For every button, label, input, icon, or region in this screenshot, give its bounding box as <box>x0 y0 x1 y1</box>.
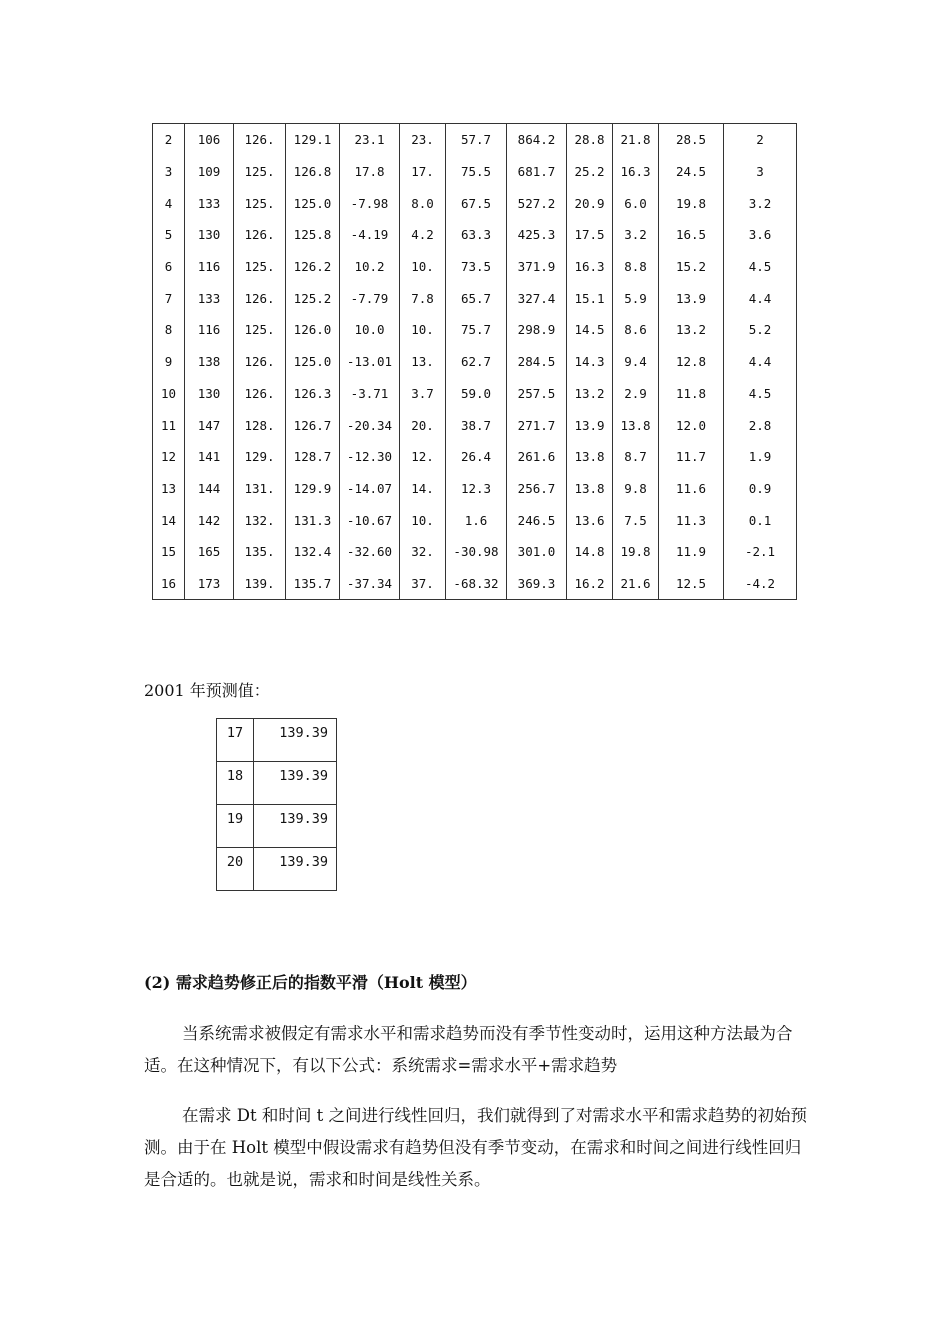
table-cell: 126. <box>234 124 286 156</box>
table-cell: 65.7 <box>446 282 507 314</box>
table-cell: 106 <box>185 124 234 156</box>
table-cell: 16.3 <box>567 251 613 283</box>
table-cell: 15 <box>153 536 185 568</box>
table-cell: 425.3 <box>507 219 567 251</box>
table-cell: 14.3 <box>567 346 613 378</box>
table-row <box>153 251 797 283</box>
table-cell: 125.8 <box>286 219 340 251</box>
table-cell: 271.7 <box>507 409 567 441</box>
table-cell: 10.2 <box>340 251 400 283</box>
table-cell: 165 <box>185 536 234 568</box>
table-cell: 15.2 <box>659 251 724 283</box>
table-cell: 26.4 <box>446 441 507 473</box>
table-cell: 147 <box>185 409 234 441</box>
table-cell: 3 <box>153 156 185 188</box>
table-cell: 7.8 <box>400 282 446 314</box>
table-cell: 16.5 <box>659 219 724 251</box>
table-cell: 17.5 <box>567 219 613 251</box>
table-cell: 2 <box>153 124 185 156</box>
forecast-row <box>217 848 337 891</box>
table-cell: 3.6 <box>724 219 797 251</box>
table-cell: 17.8 <box>340 156 400 188</box>
forecast-value: 139.39 <box>254 848 337 891</box>
table-cell: 4.5 <box>724 378 797 410</box>
table-cell: 3 <box>724 156 797 188</box>
table-row <box>153 473 797 505</box>
table-cell: 126. <box>234 282 286 314</box>
table-cell: 131. <box>234 473 286 505</box>
forecast-period: 20 <box>217 848 254 891</box>
table-cell: 12.3 <box>446 473 507 505</box>
forecast-period: 18 <box>217 762 254 805</box>
table-cell: 126.7 <box>286 409 340 441</box>
table-cell: 1.9 <box>724 441 797 473</box>
table-cell: 126. <box>234 346 286 378</box>
table-cell: 129. <box>234 441 286 473</box>
table-cell: 11.8 <box>659 378 724 410</box>
table-row <box>153 156 797 188</box>
table-row <box>153 282 797 314</box>
table-cell: 32. <box>400 536 446 568</box>
table-cell: 13.9 <box>567 409 613 441</box>
table-cell: 10.0 <box>340 314 400 346</box>
table-cell: 130 <box>185 219 234 251</box>
forecast-row <box>217 719 337 762</box>
table-cell: 4.4 <box>724 346 797 378</box>
table-cell: 7 <box>153 282 185 314</box>
table-cell: 12.0 <box>659 409 724 441</box>
table-cell: 371.9 <box>507 251 567 283</box>
forecast-value: 139.39 <box>254 719 337 762</box>
table-cell: 21.6 <box>613 568 659 600</box>
table-cell: 13.8 <box>567 473 613 505</box>
table-cell: 8.6 <box>613 314 659 346</box>
table-cell: 126.2 <box>286 251 340 283</box>
table-cell: 11.3 <box>659 504 724 536</box>
table-cell: 125. <box>234 314 286 346</box>
table-cell: 126. <box>234 219 286 251</box>
table-cell: 21.8 <box>613 124 659 156</box>
table-cell: 4 <box>153 187 185 219</box>
table-cell: 57.7 <box>446 124 507 156</box>
table-cell: 1.6 <box>446 504 507 536</box>
table-cell: 2.9 <box>613 378 659 410</box>
table-cell: 5.2 <box>724 314 797 346</box>
table-cell: 13. <box>400 346 446 378</box>
table-cell: 20.9 <box>567 187 613 219</box>
table-cell: 23.1 <box>340 124 400 156</box>
table-cell: 10. <box>400 251 446 283</box>
table-cell: 144 <box>185 473 234 505</box>
table-cell: -7.98 <box>340 187 400 219</box>
forecast-period: 17 <box>217 719 254 762</box>
table-row <box>153 314 797 346</box>
table-cell: 38.7 <box>446 409 507 441</box>
table-cell: 59.0 <box>446 378 507 410</box>
table-cell: 246.5 <box>507 504 567 536</box>
table-cell: 67.5 <box>446 187 507 219</box>
table-cell: 75.7 <box>446 314 507 346</box>
table-cell: 125.0 <box>286 187 340 219</box>
table-cell: 3.2 <box>613 219 659 251</box>
table-row <box>153 378 797 410</box>
table-cell: 8 <box>153 314 185 346</box>
table-cell: 256.7 <box>507 473 567 505</box>
table-cell: 138 <box>185 346 234 378</box>
table-cell: 128. <box>234 409 286 441</box>
table-cell: 23. <box>400 124 446 156</box>
table-cell: 9.8 <box>613 473 659 505</box>
table-cell: 16.3 <box>613 156 659 188</box>
table-cell: 9.4 <box>613 346 659 378</box>
table-cell: 527.2 <box>507 187 567 219</box>
table-cell: 142 <box>185 504 234 536</box>
table-cell: 327.4 <box>507 282 567 314</box>
table-cell: -2.1 <box>724 536 797 568</box>
table-cell: 28.8 <box>567 124 613 156</box>
table-cell: 11 <box>153 409 185 441</box>
table-cell: 135. <box>234 536 286 568</box>
table-row <box>153 441 797 473</box>
table-cell: 12.5 <box>659 568 724 600</box>
table-cell: 125.2 <box>286 282 340 314</box>
table-cell: 12.8 <box>659 346 724 378</box>
table-row <box>153 568 797 600</box>
table-cell: 13.2 <box>659 314 724 346</box>
table-cell: 135.7 <box>286 568 340 600</box>
table-cell: 125. <box>234 251 286 283</box>
table-cell: 109 <box>185 156 234 188</box>
table-cell: 19.8 <box>659 187 724 219</box>
table-cell: 298.9 <box>507 314 567 346</box>
table-row <box>153 219 797 251</box>
table-cell: 864.2 <box>507 124 567 156</box>
table-cell: 11.7 <box>659 441 724 473</box>
table-cell: 4.5 <box>724 251 797 283</box>
table-cell: 116 <box>185 314 234 346</box>
table-cell: 4.2 <box>400 219 446 251</box>
table-cell: 261.6 <box>507 441 567 473</box>
table-cell: -14.07 <box>340 473 400 505</box>
table-cell: 16 <box>153 568 185 600</box>
table-cell: 13.6 <box>567 504 613 536</box>
table-cell: 133 <box>185 187 234 219</box>
table-cell: 19.8 <box>613 536 659 568</box>
table-row <box>153 536 797 568</box>
table-cell: 2 <box>724 124 797 156</box>
table-cell: 13.8 <box>613 409 659 441</box>
table-cell: 0.9 <box>724 473 797 505</box>
table-cell: 126.0 <box>286 314 340 346</box>
table-cell: 126.8 <box>286 156 340 188</box>
table-cell: 681.7 <box>507 156 567 188</box>
table-cell: 139. <box>234 568 286 600</box>
table-cell: 10 <box>153 378 185 410</box>
table-cell: 131.3 <box>286 504 340 536</box>
paragraph: 当系统需求被假定有需求水平和需求趋势而没有季节性变动时，运用这种方法最为合适。在这种情况下，有以下公式：系统需求=需求水平+需求趋势 <box>144 1024 793 1075</box>
table-cell: 13 <box>153 473 185 505</box>
section-heading: (2) 需求趋势修正后的指数平滑（Holt 模型） <box>144 973 477 992</box>
table-cell: 126. <box>234 378 286 410</box>
table-row <box>153 504 797 536</box>
table-cell: -37.34 <box>340 568 400 600</box>
table-cell: 13.2 <box>567 378 613 410</box>
forecast-table <box>216 718 337 891</box>
table-cell: 3.7 <box>400 378 446 410</box>
table-cell: 16.2 <box>567 568 613 600</box>
table-cell: 173 <box>185 568 234 600</box>
table-cell: 11.6 <box>659 473 724 505</box>
table-cell: 5.9 <box>613 282 659 314</box>
table-cell: 17. <box>400 156 446 188</box>
table-cell: 125. <box>234 187 286 219</box>
table-cell: -20.34 <box>340 409 400 441</box>
table-row <box>153 346 797 378</box>
table-cell: 75.5 <box>446 156 507 188</box>
forecast-row <box>217 805 337 848</box>
forecast-table-body <box>217 719 337 891</box>
table-cell: 8.8 <box>613 251 659 283</box>
table-cell: 116 <box>185 251 234 283</box>
table-cell: 125.0 <box>286 346 340 378</box>
table-cell: 8.0 <box>400 187 446 219</box>
table-cell: 14.8 <box>567 536 613 568</box>
table-cell: 132. <box>234 504 286 536</box>
table-cell: 8.7 <box>613 441 659 473</box>
table-cell: -13.01 <box>340 346 400 378</box>
table-cell: -68.32 <box>446 568 507 600</box>
table-cell: 11.9 <box>659 536 724 568</box>
table-row <box>153 187 797 219</box>
table-cell: 62.7 <box>446 346 507 378</box>
table-cell: -4.2 <box>724 568 797 600</box>
table-cell: -7.79 <box>340 282 400 314</box>
table-cell: 369.3 <box>507 568 567 600</box>
table-cell: -32.60 <box>340 536 400 568</box>
table-cell: 7.5 <box>613 504 659 536</box>
table-cell: 141 <box>185 441 234 473</box>
table-cell: 130 <box>185 378 234 410</box>
table-row <box>153 409 797 441</box>
table-cell: 284.5 <box>507 346 567 378</box>
table-cell: 63.3 <box>446 219 507 251</box>
table-cell: 14 <box>153 504 185 536</box>
table-cell: 37. <box>400 568 446 600</box>
table-cell: 133 <box>185 282 234 314</box>
forecast-period: 19 <box>217 805 254 848</box>
table-cell: 20. <box>400 409 446 441</box>
table-cell: -30.98 <box>446 536 507 568</box>
table-cell: 14.5 <box>567 314 613 346</box>
table-cell: 25.2 <box>567 156 613 188</box>
table-cell: 6.0 <box>613 187 659 219</box>
forecast-label: 2001 年预测值： <box>144 681 270 700</box>
table-cell: 3.2 <box>724 187 797 219</box>
table-cell: 0.1 <box>724 504 797 536</box>
forecast-row <box>217 762 337 805</box>
table-cell: 132.4 <box>286 536 340 568</box>
table-row <box>153 124 797 156</box>
table-cell: 129.9 <box>286 473 340 505</box>
table-cell: -4.19 <box>340 219 400 251</box>
table-cell: 14. <box>400 473 446 505</box>
table-cell: 2.8 <box>724 409 797 441</box>
data-table <box>152 123 797 600</box>
table-cell: 10. <box>400 504 446 536</box>
table-cell: 28.5 <box>659 124 724 156</box>
table-cell: 6 <box>153 251 185 283</box>
table-cell: 128.7 <box>286 441 340 473</box>
table-cell: 12 <box>153 441 185 473</box>
table-cell: 13.9 <box>659 282 724 314</box>
forecast-value: 139.39 <box>254 805 337 848</box>
table-cell: 301.0 <box>507 536 567 568</box>
table-cell: 10. <box>400 314 446 346</box>
table-cell: 15.1 <box>567 282 613 314</box>
table-cell: 129.1 <box>286 124 340 156</box>
table-cell: -10.67 <box>340 504 400 536</box>
table-cell: -3.71 <box>340 378 400 410</box>
table-cell: 73.5 <box>446 251 507 283</box>
data-table-body <box>153 124 797 600</box>
table-cell: 24.5 <box>659 156 724 188</box>
table-cell: 13.8 <box>567 441 613 473</box>
table-cell: 126.3 <box>286 378 340 410</box>
table-cell: 5 <box>153 219 185 251</box>
table-cell: -12.30 <box>340 441 400 473</box>
table-cell: 12. <box>400 441 446 473</box>
table-cell: 9 <box>153 346 185 378</box>
forecast-value: 139.39 <box>254 762 337 805</box>
paragraph: 在需求 Dt 和时间 t 之间进行线性回归，我们就得到了对需求水平和需求趋势的初始预测。由于在 Holt 模型中假设需求有趋势但没有季节变动，在需求和时间之间进行线性回归是合适的。也就是说，需求和时间是线性关系。 <box>144 1106 807 1189</box>
table-cell: 257.5 <box>507 378 567 410</box>
table-cell: 4.4 <box>724 282 797 314</box>
table-cell: 125. <box>234 156 286 188</box>
